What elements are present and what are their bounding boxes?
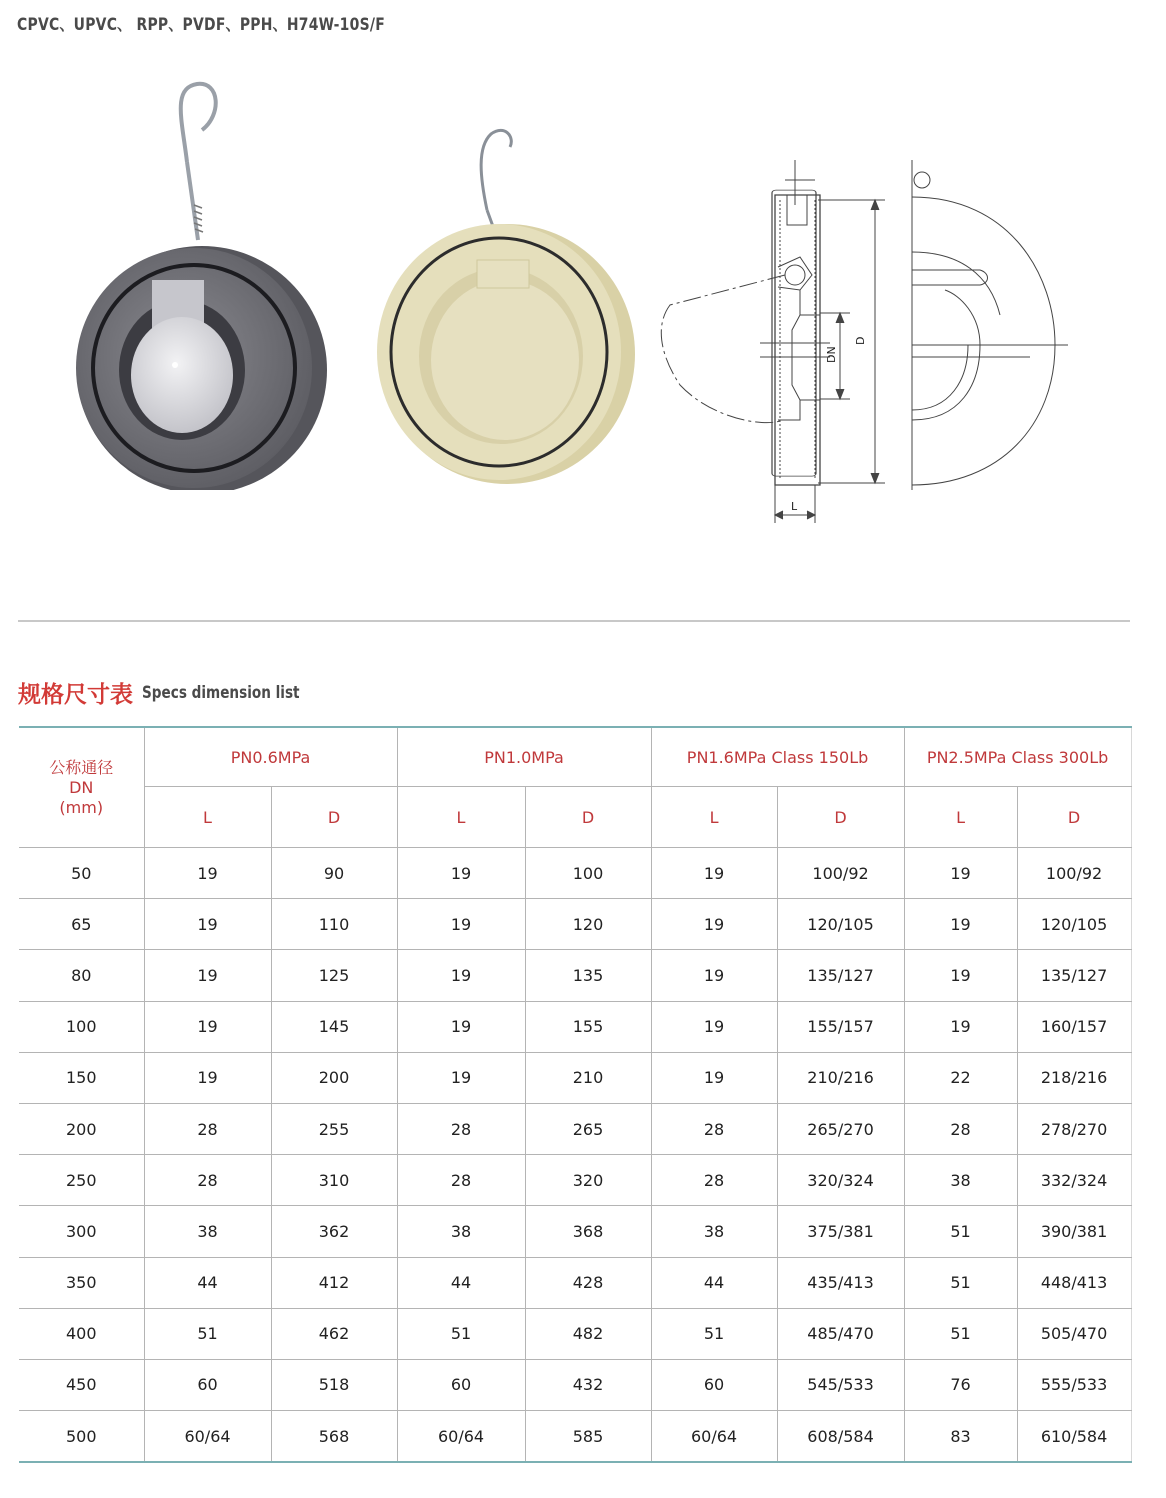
dn-cell: 50 [19, 848, 144, 899]
table-cell: 19 [144, 1052, 271, 1103]
table-row [19, 1308, 1131, 1359]
table-cell: 19 [651, 1001, 777, 1052]
table-cell: 435/413 [777, 1257, 904, 1308]
group-header-pn10: PN1.0MPa [397, 727, 651, 787]
table-cell: 362 [271, 1206, 397, 1257]
table-cell: 19 [144, 950, 271, 1001]
section-divider [18, 620, 1130, 622]
table-cell: 44 [397, 1257, 525, 1308]
table-cell: 320 [525, 1155, 651, 1206]
table-cell: 432 [525, 1359, 651, 1410]
table-cell: 368 [525, 1206, 651, 1257]
table-cell: 38 [904, 1155, 1017, 1206]
grey-valve-image [62, 80, 332, 490]
sub-header-l: L [651, 787, 777, 848]
table-cell: 485/470 [777, 1308, 904, 1359]
table-row [19, 1206, 1131, 1257]
table-cell: 278/270 [1017, 1103, 1131, 1154]
table-cell: 19 [904, 1001, 1017, 1052]
table-cell: 310 [271, 1155, 397, 1206]
sub-header-l: L [904, 787, 1017, 848]
table-cell: 210/216 [777, 1052, 904, 1103]
table-cell: 28 [904, 1103, 1017, 1154]
table-cell: 51 [904, 1308, 1017, 1359]
table-cell: 22 [904, 1052, 1017, 1103]
table-cell: 555/533 [1017, 1359, 1131, 1410]
dn-header-cn: 公称通径 [49, 757, 114, 777]
table-row [19, 1411, 1131, 1463]
dn-header-dn: DN [69, 777, 94, 797]
table-cell: 585 [525, 1411, 651, 1463]
dn-cell: 400 [19, 1308, 144, 1359]
table-cell: 60 [397, 1359, 525, 1410]
section-title-cn: 规格尺寸表 [18, 682, 133, 708]
table-cell: 83 [904, 1411, 1017, 1463]
table-cell: 51 [144, 1308, 271, 1359]
sub-header-d: D [271, 787, 397, 848]
dn-cell: 150 [19, 1052, 144, 1103]
table-row [19, 1359, 1131, 1410]
sub-header-d: D [777, 787, 904, 848]
table-cell: 210 [525, 1052, 651, 1103]
table-cell: 120/105 [777, 899, 904, 950]
valve-section-drawing [650, 155, 1080, 535]
group-header-pn16: PN1.6MPa Class 150Lb [651, 727, 904, 787]
table-cell: 28 [651, 1103, 777, 1154]
table-cell: 60 [651, 1359, 777, 1410]
table-cell: 332/324 [1017, 1155, 1131, 1206]
table-cell: 19 [144, 848, 271, 899]
table-cell: 610/584 [1017, 1411, 1131, 1463]
table-cell: 505/470 [1017, 1308, 1131, 1359]
section-title-en: Specs dimension list [142, 682, 300, 703]
dimension-dn-label: DN [825, 346, 838, 363]
table-cell: 28 [144, 1103, 271, 1154]
table-cell: 60/64 [144, 1411, 271, 1463]
table-cell: 38 [397, 1206, 525, 1257]
dn-cell: 80 [19, 950, 144, 1001]
beige-valve-image [365, 122, 640, 487]
table-row [19, 1103, 1131, 1154]
table-cell: 60/64 [651, 1411, 777, 1463]
table-cell: 255 [271, 1103, 397, 1154]
table-cell: 568 [271, 1411, 397, 1463]
table-cell: 60/64 [397, 1411, 525, 1463]
dn-cell: 500 [19, 1411, 144, 1463]
table-cell: 44 [144, 1257, 271, 1308]
table-row [19, 1001, 1131, 1052]
table-cell: 38 [144, 1206, 271, 1257]
dn-cell: 450 [19, 1359, 144, 1410]
materials-title: CPVC、UPVC、 RPP、PVDF、PPH、H74W-10S/F [17, 15, 385, 35]
dimension-d-label: D [854, 336, 867, 345]
sub-header-d: D [525, 787, 651, 848]
table-cell: 19 [397, 848, 525, 899]
table-row [19, 899, 1131, 950]
sub-header-l: L [397, 787, 525, 848]
table-cell: 120 [525, 899, 651, 950]
table-cell: 19 [904, 848, 1017, 899]
table-cell: 38 [651, 1206, 777, 1257]
table-row [19, 1052, 1131, 1103]
table-cell: 160/157 [1017, 1001, 1131, 1052]
table-cell: 19 [904, 899, 1017, 950]
table-row [19, 1257, 1131, 1308]
table-row [19, 1155, 1131, 1206]
specs-dimension-table [19, 726, 1132, 1463]
table-cell: 100 [525, 848, 651, 899]
table-cell: 19 [144, 1001, 271, 1052]
table-cell: 412 [271, 1257, 397, 1308]
dn-cell: 100 [19, 1001, 144, 1052]
table-cell: 28 [144, 1155, 271, 1206]
table-row [19, 950, 1131, 1001]
table-cell: 545/533 [777, 1359, 904, 1410]
table-cell: 218/216 [1017, 1052, 1131, 1103]
group-header-pn25: PN2.5MPa Class 300Lb [904, 727, 1131, 787]
table-cell: 51 [904, 1257, 1017, 1308]
table-cell: 19 [651, 848, 777, 899]
table-cell: 51 [651, 1308, 777, 1359]
table-cell: 28 [397, 1155, 525, 1206]
table-row [19, 848, 1131, 899]
table-cell: 19 [397, 1001, 525, 1052]
table-cell: 76 [904, 1359, 1017, 1410]
table-cell: 135/127 [1017, 950, 1131, 1001]
dn-cell: 250 [19, 1155, 144, 1206]
dn-cell: 300 [19, 1206, 144, 1257]
table-cell: 28 [651, 1155, 777, 1206]
table-cell: 265/270 [777, 1103, 904, 1154]
table-cell: 19 [904, 950, 1017, 1001]
dn-column-header [19, 727, 144, 848]
table-cell: 518 [271, 1359, 397, 1410]
table-cell: 428 [525, 1257, 651, 1308]
table-cell: 155 [525, 1001, 651, 1052]
table-cell: 265 [525, 1103, 651, 1154]
dn-cell: 65 [19, 899, 144, 950]
dn-header-unit: (mm) [59, 797, 104, 817]
table-cell: 51 [397, 1308, 525, 1359]
table-cell: 448/413 [1017, 1257, 1131, 1308]
table-cell: 100/92 [1017, 848, 1131, 899]
sub-header-l: L [144, 787, 271, 848]
table-cell: 100/92 [777, 848, 904, 899]
specs-section-title [18, 676, 339, 709]
table-cell: 462 [271, 1308, 397, 1359]
table-cell: 19 [651, 1052, 777, 1103]
table-cell: 19 [397, 950, 525, 1001]
table-cell: 120/105 [1017, 899, 1131, 950]
sub-header-d: D [1017, 787, 1131, 848]
table-cell: 608/584 [777, 1411, 904, 1463]
table-cell: 390/381 [1017, 1206, 1131, 1257]
dn-cell: 350 [19, 1257, 144, 1308]
table-cell: 90 [271, 848, 397, 899]
table-cell: 60 [144, 1359, 271, 1410]
table-cell: 19 [144, 899, 271, 950]
table-cell: 320/324 [777, 1155, 904, 1206]
table-cell: 44 [651, 1257, 777, 1308]
group-header-pn06: PN0.6MPa [144, 727, 397, 787]
table-cell: 19 [397, 1052, 525, 1103]
table-cell: 19 [651, 950, 777, 1001]
dn-cell: 200 [19, 1103, 144, 1154]
table-cell: 19 [397, 899, 525, 950]
table-cell: 375/381 [777, 1206, 904, 1257]
table-cell: 135/127 [777, 950, 904, 1001]
table-cell: 155/157 [777, 1001, 904, 1052]
table-cell: 482 [525, 1308, 651, 1359]
table-cell: 51 [904, 1206, 1017, 1257]
table-cell: 200 [271, 1052, 397, 1103]
table-cell: 145 [271, 1001, 397, 1052]
table-cell: 28 [397, 1103, 525, 1154]
table-cell: 19 [651, 899, 777, 950]
table-cell: 125 [271, 950, 397, 1001]
table-cell: 110 [271, 899, 397, 950]
table-cell: 135 [525, 950, 651, 1001]
dimension-l-label: L [791, 500, 798, 513]
